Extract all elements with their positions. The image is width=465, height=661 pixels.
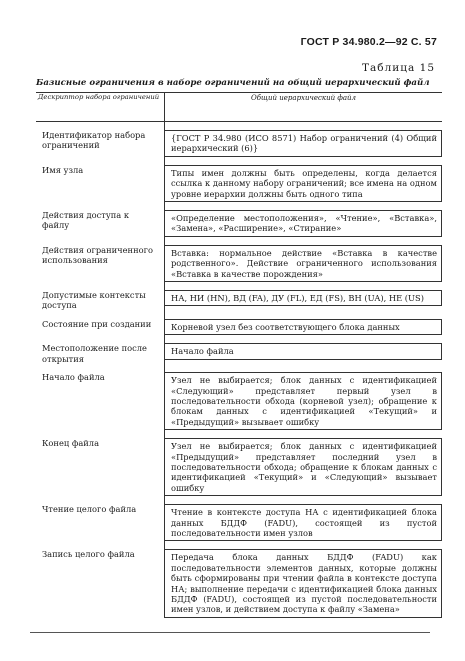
value-text: Типы имен должны быть определены, когда делается ссылка к данному набору ограничений; все имена на одном уровне иерархии должны быть одного типа [164, 165, 442, 202]
row-spacer [36, 364, 442, 372]
value-cell [165, 504, 443, 541]
table-row [36, 245, 442, 282]
spacer-cell [36, 311, 165, 319]
spacer-cell [165, 202, 443, 210]
column-header-file: Общий иерархический файл [165, 93, 443, 122]
value-text: {ГОСТ Р 34.980 (ИСО 8571) Набор ограничений (4) Общий иерархический (6)} [164, 130, 442, 157]
value-cell [165, 210, 443, 237]
value-cell [165, 343, 443, 364]
value-cell [165, 319, 443, 335]
descriptor-cell [36, 343, 165, 364]
descriptor-cell [36, 290, 165, 311]
constraints-table [36, 92, 442, 618]
spacer-cell [165, 364, 443, 372]
value-text: Чтение в контексте доступа НА с идентификацией блока данных БДДФ (FADU), состоящей из пустой последовательности имен узлов [164, 504, 442, 541]
spacer-cell [165, 335, 443, 343]
descriptor-text: Действия доступа к файлу [42, 210, 130, 231]
value-text: Узел не выбирается; блок данных с идентификацией «Следующий» представляет первый узел в последовательности обхода (корневой узел); обращение к блокам данных с идентификацией «Текущий» и «Предыдущий» вызывает ошибку [164, 372, 442, 430]
descriptor-cell [36, 549, 165, 617]
spacer-cell [165, 282, 443, 290]
spacer-cell [165, 122, 443, 131]
value-text: Начало файла [164, 343, 442, 359]
spacer-cell [36, 157, 165, 165]
table-row [36, 165, 442, 202]
spacer-cell [36, 282, 165, 290]
descriptor-text: Конец файла [42, 438, 100, 449]
descriptor-cell [36, 245, 165, 282]
value-cell [165, 165, 443, 202]
spacer-cell [165, 237, 443, 245]
spacer-cell [36, 202, 165, 210]
row-spacer [36, 430, 442, 438]
table-row [36, 130, 442, 157]
descriptor-text: Местоположение после открытия [42, 343, 147, 364]
table-row [36, 290, 442, 311]
row-spacer [36, 202, 442, 210]
spacer-cell [36, 237, 165, 245]
table-row [36, 343, 442, 364]
spacer-cell [165, 311, 443, 319]
spacer-cell [36, 496, 165, 504]
descriptor-cell [36, 372, 165, 430]
row-spacer [36, 282, 442, 290]
value-cell [165, 245, 443, 282]
descriptor-text: Состояние при создании [42, 318, 152, 329]
table-row [36, 549, 442, 617]
value-cell [165, 290, 443, 311]
table-row [36, 438, 442, 496]
row-spacer [36, 541, 442, 549]
table-header-row [36, 93, 442, 122]
value-text: Вставка: нормальное действие «Вставка в качестве родственного». Действие ограниченного использования «Вставка в качестве порождения» [164, 245, 442, 282]
descriptor-text: Действия ограниченного использования [42, 244, 153, 266]
row-spacer [36, 335, 442, 343]
table-row [36, 210, 442, 237]
value-cell [165, 438, 443, 496]
descriptor-cell [36, 319, 165, 335]
descriptor-cell [36, 165, 165, 202]
value-text: Узел не выбирается; блок данных с идентификацией «Предыдущий» представляет последний узел в последовательности обхода; обращение к блокам данных с идентификацией «Текущий» и «Следующий» вызывает ошибку [164, 438, 442, 496]
spacer-cell [36, 335, 165, 343]
row-spacer [36, 496, 442, 504]
descriptor-cell [36, 130, 165, 157]
descriptor-text: Идентификатор набора ограничений [42, 130, 146, 151]
descriptor-text: Запись целого файла [42, 549, 135, 560]
value-cell [165, 549, 443, 617]
descriptor-text: Допустимые контексты доступа [42, 290, 146, 311]
table-row [36, 319, 442, 335]
value-text: Корневой узел без соответствующего блока данных [164, 319, 442, 335]
spacer-cell [165, 157, 443, 165]
value-text: «Определение местоположения», «Чтение», «Вставка», «Замена», «Расширение», «Стирание» [164, 210, 442, 237]
descriptor-text: Чтение целого файла [42, 504, 137, 515]
table-row [36, 372, 442, 430]
descriptor-cell [36, 438, 165, 496]
descriptor-cell [36, 504, 165, 541]
spacer-cell [165, 496, 443, 504]
spacer-cell [36, 430, 165, 438]
column-header-descriptor: Дескриптор набора ограничений [36, 93, 165, 122]
row-spacer [36, 157, 442, 165]
spacer-cell [36, 541, 165, 549]
value-text: НА, НИ (HN), ВД (FA), ДУ (FL), ЕД (FS), ВН (UA), НЕ (US) [164, 290, 442, 306]
descriptor-text: Имя узла [42, 164, 84, 175]
row-spacer [36, 122, 442, 131]
page-header: ГОСТ Р 34.980.2—92 С. 57 [300, 36, 437, 48]
table-body [36, 122, 442, 618]
spacer-cell [36, 122, 165, 131]
spacer-cell [165, 430, 443, 438]
spacer-cell [36, 364, 165, 372]
row-spacer [36, 237, 442, 245]
value-text: Передача блока данных БДДФ (FADU) как последовательности элементов данных, которые должны быть сформированы при чтении файла в контексте доступа НА; выполнение передачи с идентификацией блока данных БДДФ (FADU), состоящей из пустой последовательности имен узлов, и действием доступа к файлу «Замена» [164, 549, 442, 617]
value-cell [165, 372, 443, 430]
table-caption: Базисные ограничения в наборе ограничений на общий иерархический файл [36, 78, 430, 88]
value-cell [165, 130, 443, 157]
spacer-cell [165, 541, 443, 549]
descriptor-cell [36, 210, 165, 237]
descriptor-text: Начало файла [42, 372, 105, 383]
table-number: Таблица 15 [362, 62, 435, 74]
row-spacer [36, 311, 442, 319]
table-row [36, 504, 442, 541]
page-footer-line [30, 632, 430, 633]
